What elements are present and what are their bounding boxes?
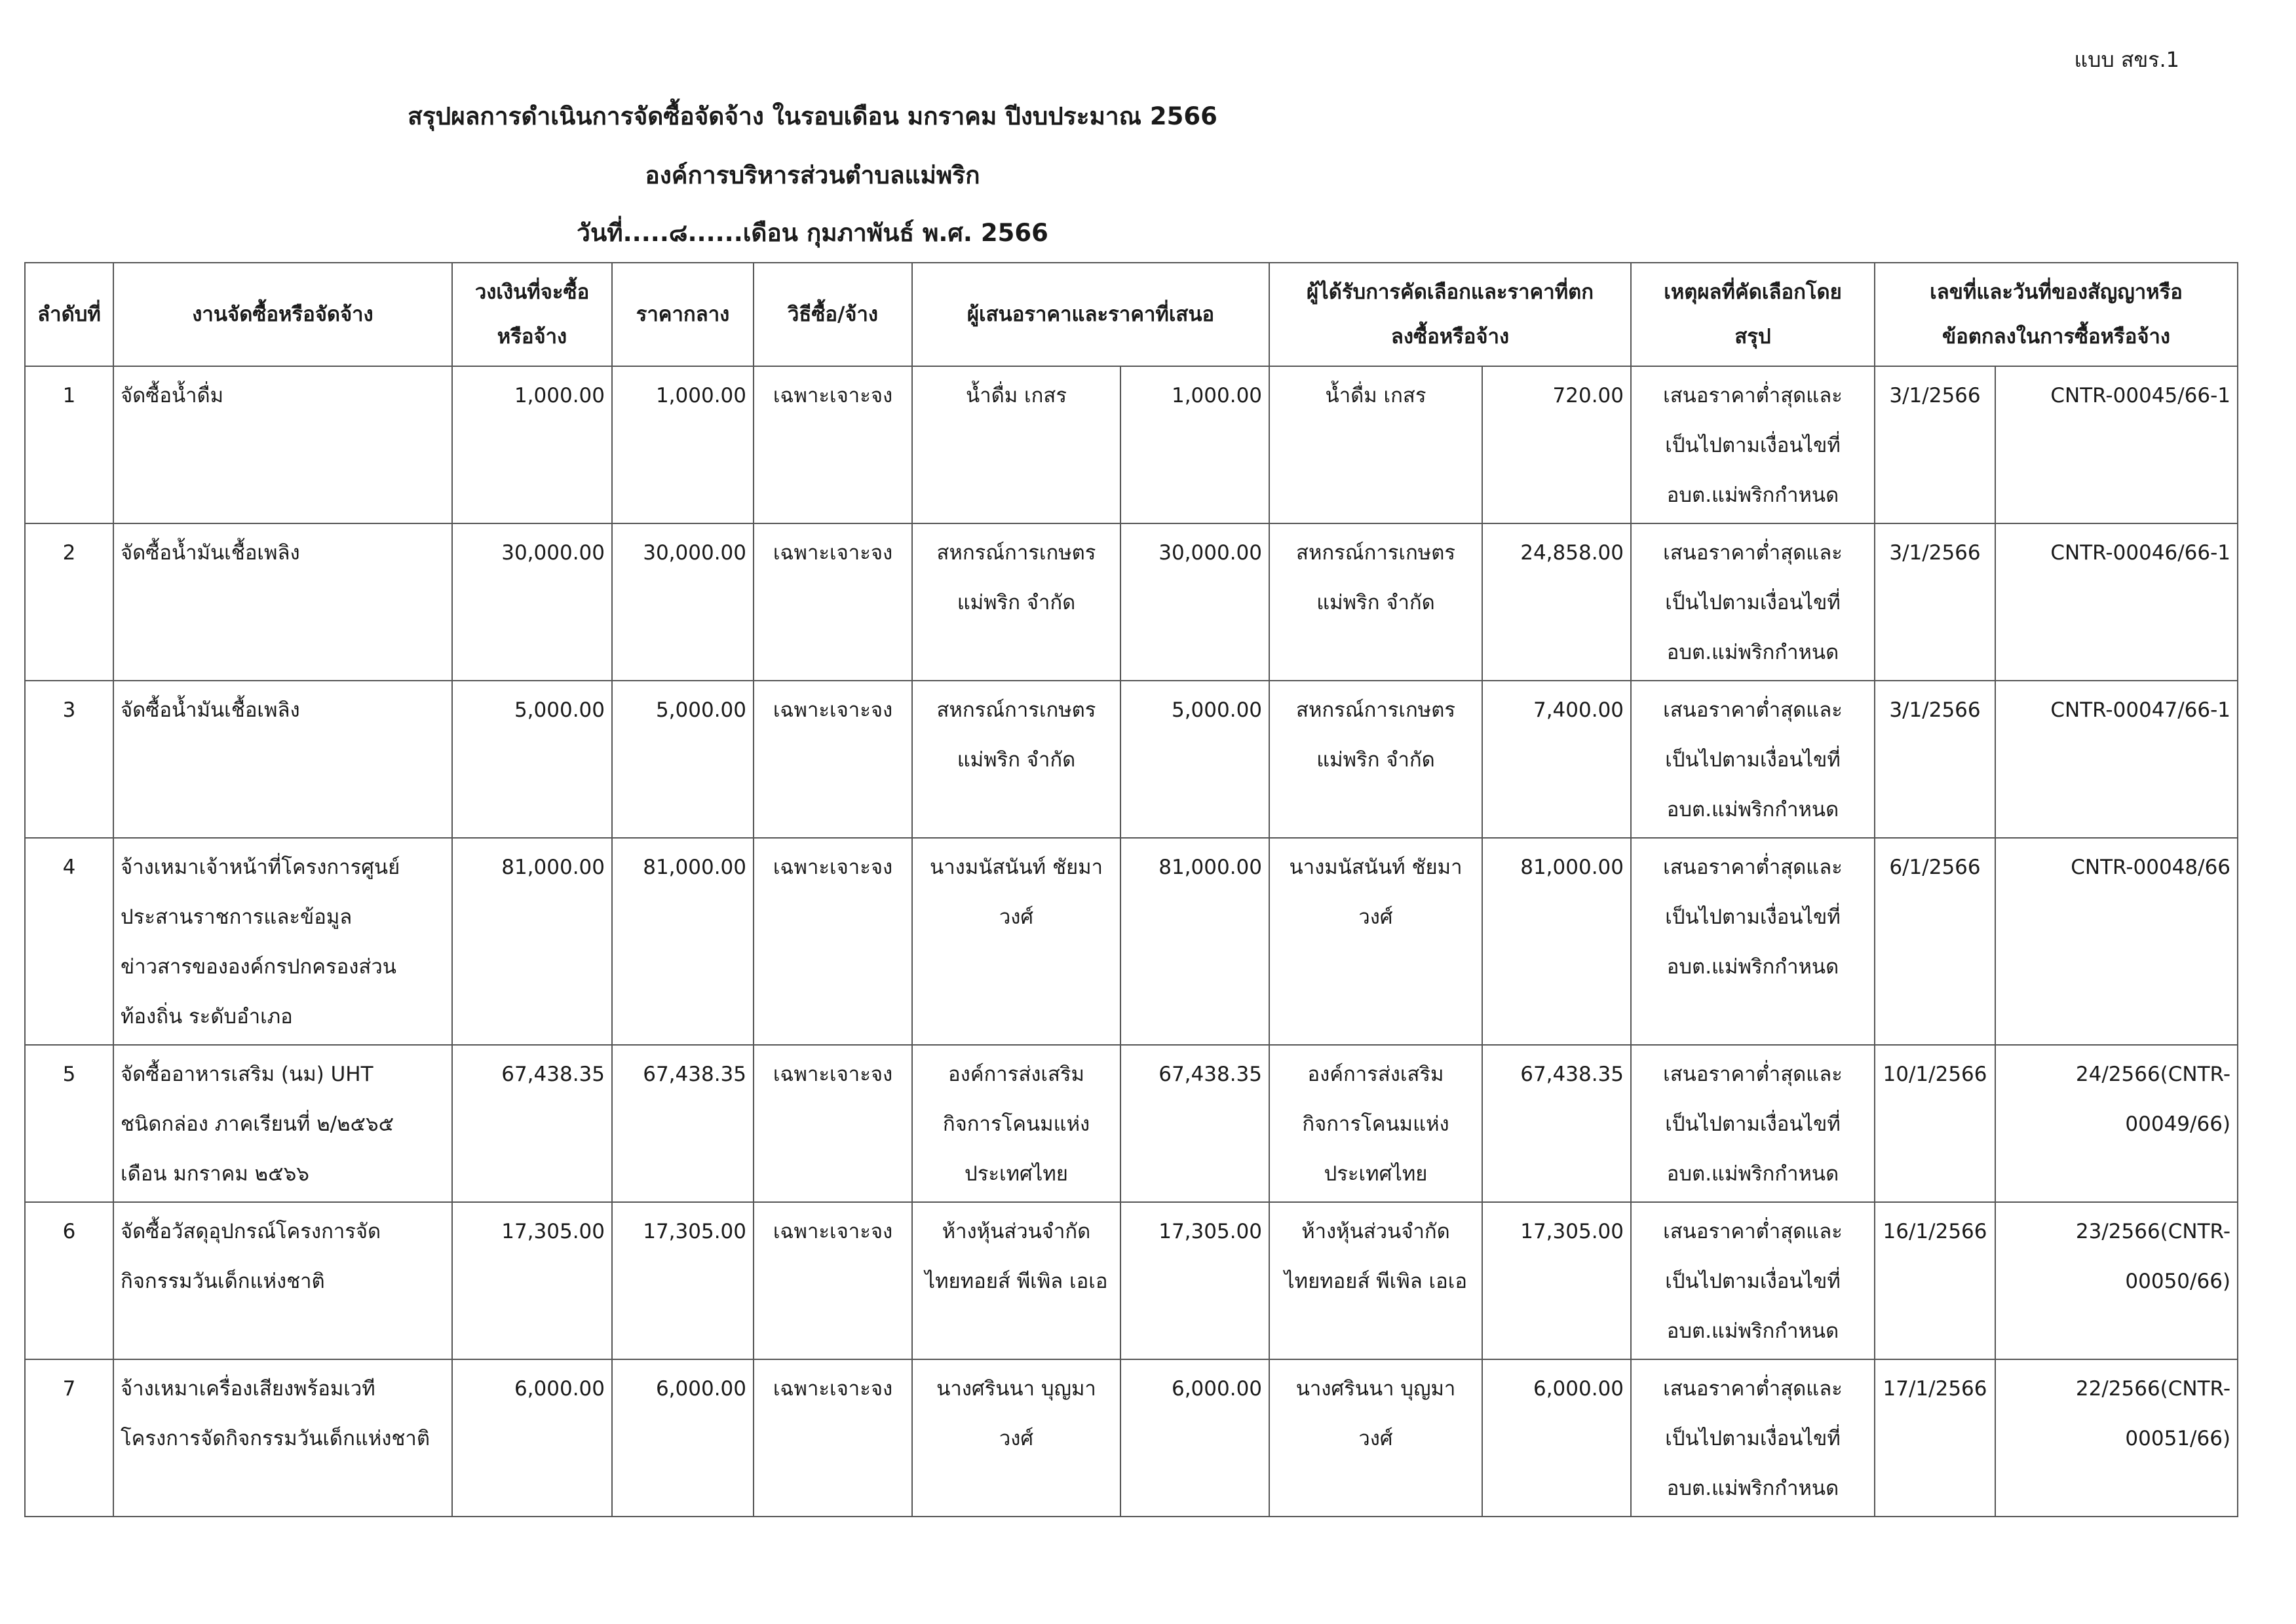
cell-winner-line: น้ำดื่ม เกสร: [1325, 384, 1426, 407]
cell-contract-no-line: 00051/66): [2125, 1427, 2231, 1450]
cell-budget: 30,000.00: [452, 523, 612, 681]
cell-contract-no: [1995, 838, 2238, 1045]
cell-reason-line: อบต.แม่พริกกำหนด: [1666, 955, 1839, 979]
table-row: [25, 681, 2238, 838]
cell-bidder-line: กิจการโคนมแห่ง: [942, 1112, 1090, 1136]
cell-item-line: ประสานราชการและข้อมูล: [121, 905, 353, 929]
cell-reason-line: อบต.แม่พริกกำหนด: [1666, 1162, 1839, 1186]
cell-method: เฉพาะเจาะจง: [754, 523, 912, 681]
cell-contract-no-line: 24/2566(CNTR-: [2075, 1063, 2231, 1086]
cell-bidder: [912, 838, 1120, 1045]
cell-reason-line: เสนอราคาต่ำสุดและ: [1663, 384, 1843, 407]
header-winner-line: ลงซื้อหรือจ้าง: [1390, 325, 1510, 349]
header-winner-line: ผู้ได้รับการคัดเลือกและราคาที่ตก: [1306, 280, 1594, 304]
header-median: ราคากลาง: [612, 263, 754, 366]
cell-bidder: [912, 1202, 1120, 1359]
cell-contract-no: [1995, 1359, 2238, 1517]
cell-reason-line: เป็นไปตามเงื่อนไขที่: [1665, 434, 1841, 457]
cell-item-line: กิจกรรมวันเด็กแห่งชาติ: [121, 1270, 325, 1293]
cell-win-price: 17,305.00: [1482, 1202, 1631, 1359]
cell-bidder-line: วงศ์: [999, 905, 1034, 929]
cell-bidder-line: น้ำดื่ม เกสร: [966, 384, 1067, 407]
cell-item: [113, 838, 452, 1045]
cell-item-line: ข่าวสารขององค์กรปกครองส่วน: [121, 955, 396, 979]
header-contract: [1875, 263, 2238, 366]
cell-win-price: 720.00: [1482, 366, 1631, 523]
cell-win-price: 67,438.35: [1482, 1045, 1631, 1202]
cell-item: [113, 1202, 452, 1359]
cell-reason: [1631, 1045, 1875, 1202]
cell-contract-no-line: CNTR-00048/66: [2071, 856, 2231, 879]
table-row: [25, 1045, 2238, 1202]
cell-bidder: [912, 523, 1120, 681]
table-row: [25, 366, 2238, 523]
cell-item-line: โครงการจัดกิจกรรมวันเด็กแห่งชาติ: [121, 1427, 430, 1450]
cell-no: 4: [25, 838, 113, 1045]
cell-winner-line: วงศ์: [1358, 905, 1393, 929]
cell-contract-no-line: 22/2566(CNTR-: [2075, 1377, 2231, 1401]
cell-winner: [1269, 366, 1482, 523]
cell-reason: [1631, 523, 1875, 681]
cell-item: [113, 1359, 452, 1517]
cell-contract-no: [1995, 681, 2238, 838]
cell-item-line: จ้างเหมาเจ้าหน้าที่โครงการศูนย์: [121, 856, 400, 879]
cell-bid-price: 30,000.00: [1120, 523, 1269, 681]
cell-budget: 5,000.00: [452, 681, 612, 838]
header-budget: [452, 263, 612, 366]
cell-reason-line: เสนอราคาต่ำสุดและ: [1663, 698, 1843, 722]
cell-winner: [1269, 523, 1482, 681]
cell-reason: [1631, 838, 1875, 1045]
cell-item-line: เดือน มกราคม ๒๕๖๖: [121, 1162, 309, 1186]
table-row: [25, 1359, 2238, 1517]
header-no: ลำดับที่: [25, 263, 113, 366]
cell-item-line: จัดซื้ออาหารเสริม (นม) UHT: [121, 1063, 373, 1086]
cell-bidder: [912, 1359, 1120, 1517]
procurement-table: [24, 262, 2238, 1517]
cell-contract-date: 3/1/2566: [1875, 681, 1995, 838]
cell-contract-date: 17/1/2566: [1875, 1359, 1995, 1517]
cell-bidder-line: แม่พริก จำกัด: [957, 591, 1076, 614]
header-budget-line: วงเงินที่จะซื้อ: [474, 280, 590, 304]
cell-median: 67,438.35: [612, 1045, 754, 1202]
cell-budget: 17,305.00: [452, 1202, 612, 1359]
date-line: วันที่.....๘......เดือน กุมภาพันธ์ พ.ศ. 2566: [577, 219, 1048, 247]
cell-winner: [1269, 838, 1482, 1045]
cell-no: 7: [25, 1359, 113, 1517]
cell-contract-no-line: 23/2566(CNTR-: [2075, 1220, 2231, 1243]
cell-contract-no-line: 00049/66): [2125, 1112, 2231, 1136]
header-budget-line: หรือจ้าง: [497, 325, 567, 349]
cell-reason: [1631, 1359, 1875, 1517]
cell-reason: [1631, 681, 1875, 838]
cell-contract-no-line: CNTR-00045/66-1: [2050, 384, 2231, 407]
header-winner: [1269, 263, 1631, 366]
cell-item-line: จัดซื้อน้ำมันเชื้อเพลิง: [121, 541, 300, 565]
organization-name: องค์การบริหารส่วนตำบลแม่พริก: [645, 161, 980, 189]
cell-contract-no: [1995, 523, 2238, 681]
cell-no: 2: [25, 523, 113, 681]
table-row: [25, 523, 2238, 681]
cell-bidder: [912, 366, 1120, 523]
cell-reason-line: เสนอราคาต่ำสุดและ: [1663, 1063, 1843, 1086]
cell-median: 5,000.00: [612, 681, 754, 838]
cell-item-line: จัดซื้อน้ำดื่ม: [121, 384, 224, 407]
cell-winner-line: นางศรินนา บุญมา: [1295, 1377, 1456, 1401]
cell-contract-date: 3/1/2566: [1875, 523, 1995, 681]
header-item: งานจัดซื้อหรือจัดจ้าง: [113, 263, 452, 366]
cell-win-price: 6,000.00: [1482, 1359, 1631, 1517]
cell-winner: [1269, 1202, 1482, 1359]
cell-winner: [1269, 681, 1482, 838]
cell-winner-line: สหกรณ์การเกษตร: [1296, 541, 1455, 565]
cell-item-line: ชนิดกล่อง ภาคเรียนที่ ๒/๒๕๖๕: [121, 1112, 394, 1136]
cell-winner: [1269, 1359, 1482, 1517]
form-code: แบบ สขร.1: [2074, 47, 2179, 72]
header-reason-line: สรุป: [1734, 325, 1771, 349]
cell-reason-line: เป็นไปตามเงื่อนไขที่: [1665, 1112, 1841, 1136]
cell-reason-line: เสนอราคาต่ำสุดและ: [1663, 1220, 1843, 1243]
cell-bidder-line: ประเทศไทย: [965, 1162, 1068, 1186]
cell-winner-line: วงศ์: [1358, 1427, 1393, 1450]
cell-winner-line: สหกรณ์การเกษตร: [1296, 698, 1455, 722]
cell-winner-line: กิจการโคนมแห่ง: [1302, 1112, 1449, 1136]
header-bidders: ผู้เสนอราคาและราคาที่เสนอ: [912, 263, 1269, 366]
cell-winner: [1269, 1045, 1482, 1202]
cell-contract-date: 10/1/2566: [1875, 1045, 1995, 1202]
cell-method: เฉพาะเจาะจง: [754, 1359, 912, 1517]
header-method: วิธีซื้อ/จ้าง: [754, 263, 912, 366]
cell-bidder-line: ไทยทอยส์ พีเพิล เอเอ: [925, 1270, 1108, 1293]
cell-method: เฉพาะเจาะจง: [754, 681, 912, 838]
cell-reason-line: เป็นไปตามเงื่อนไขที่: [1665, 748, 1841, 772]
cell-reason: [1631, 1202, 1875, 1359]
cell-bid-price: 67,438.35: [1120, 1045, 1269, 1202]
cell-reason-line: อบต.แม่พริกกำหนด: [1666, 1477, 1839, 1500]
cell-reason-line: อบต.แม่พริกกำหนด: [1666, 1319, 1839, 1343]
cell-bid-price: 17,305.00: [1120, 1202, 1269, 1359]
cell-budget: 81,000.00: [452, 838, 612, 1045]
cell-reason-line: เสนอราคาต่ำสุดและ: [1663, 1377, 1843, 1401]
cell-reason: [1631, 366, 1875, 523]
cell-reason-line: เสนอราคาต่ำสุดและ: [1663, 856, 1843, 879]
cell-contract-date: 3/1/2566: [1875, 366, 1995, 523]
cell-item-line: ท้องถิ่น ระดับอำเภอ: [121, 1005, 293, 1029]
cell-winner-line: ประเทศไทย: [1324, 1162, 1428, 1186]
cell-median: 1,000.00: [612, 366, 754, 523]
cell-reason-line: เป็นไปตามเงื่อนไขที่: [1665, 1270, 1841, 1293]
cell-winner-line: ห้างหุ้นส่วนจำกัด: [1301, 1220, 1450, 1243]
header-reason: [1631, 263, 1875, 366]
cell-bidder-line: สหกรณ์การเกษตร: [936, 541, 1096, 565]
cell-no: 6: [25, 1202, 113, 1359]
cell-winner-line: แม่พริก จำกัด: [1316, 748, 1435, 772]
cell-item-line: จัดซื้อวัสดุอุปกรณ์โครงการจัด: [121, 1220, 381, 1243]
cell-bid-price: 81,000.00: [1120, 838, 1269, 1045]
cell-bidder: [912, 681, 1120, 838]
cell-bidder-line: วงศ์: [999, 1427, 1034, 1450]
header-contract-line: ข้อตกลงในการซื้อหรือจ้าง: [1942, 325, 2171, 349]
cell-bid-price: 6,000.00: [1120, 1359, 1269, 1517]
header-contract-line: เลขที่และวันที่ของสัญญาหรือ: [1930, 280, 2183, 304]
cell-winner-line: องค์การส่งเสริม: [1307, 1063, 1444, 1086]
cell-contract-no-line: CNTR-00046/66-1: [2050, 541, 2231, 565]
header-row: [25, 263, 2238, 366]
cell-bidder-line: องค์การส่งเสริม: [948, 1063, 1084, 1086]
cell-win-price: 81,000.00: [1482, 838, 1631, 1045]
cell-method: เฉพาะเจาะจง: [754, 1202, 912, 1359]
cell-reason-line: อบต.แม่พริกกำหนด: [1666, 483, 1839, 507]
document-title: สรุปผลการดำเนินการจัดซื้อจัดจ้าง ในรอบเดือน มกราคม ปีงบประมาณ 2566: [408, 102, 1217, 130]
cell-no: 1: [25, 366, 113, 523]
cell-reason-line: เป็นไปตามเงื่อนไขที่: [1665, 905, 1841, 929]
cell-budget: 1,000.00: [452, 366, 612, 523]
cell-win-price: 7,400.00: [1482, 681, 1631, 838]
cell-item: [113, 681, 452, 838]
cell-bidder-line: ห้างหุ้นส่วนจำกัด: [942, 1220, 1091, 1243]
cell-item: [113, 1045, 452, 1202]
cell-reason-line: อบต.แม่พริกกำหนด: [1666, 798, 1839, 821]
cell-method: เฉพาะเจาะจง: [754, 366, 912, 523]
cell-item-line: จ้างเหมาเครื่องเสียงพร้อมเวที: [121, 1377, 375, 1401]
cell-contract-date: 6/1/2566: [1875, 838, 1995, 1045]
cell-median: 30,000.00: [612, 523, 754, 681]
cell-contract-no-line: 00050/66): [2125, 1270, 2231, 1293]
cell-median: 6,000.00: [612, 1359, 754, 1517]
cell-reason-line: เป็นไปตามเงื่อนไขที่: [1665, 1427, 1841, 1450]
cell-bid-price: 5,000.00: [1120, 681, 1269, 838]
cell-bidder: [912, 1045, 1120, 1202]
cell-median: 17,305.00: [612, 1202, 754, 1359]
cell-method: เฉพาะเจาะจง: [754, 1045, 912, 1202]
cell-contract-no: [1995, 1202, 2238, 1359]
cell-item: [113, 523, 452, 681]
cell-bidder-line: นางศรินนา บุญมา: [936, 1377, 1096, 1401]
cell-budget: 67,438.35: [452, 1045, 612, 1202]
cell-contract-no-line: CNTR-00047/66-1: [2050, 698, 2231, 722]
cell-winner-line: นางมนัสนันท์ ชัยมา: [1289, 856, 1463, 879]
cell-median: 81,000.00: [612, 838, 754, 1045]
cell-no: 3: [25, 681, 113, 838]
cell-budget: 6,000.00: [452, 1359, 612, 1517]
header-reason-line: เหตุผลที่คัดเลือกโดย: [1664, 280, 1842, 304]
cell-contract-no: [1995, 1045, 2238, 1202]
cell-no: 5: [25, 1045, 113, 1202]
table-row: [25, 838, 2238, 1045]
cell-bidder-line: นางมนัสนันท์ ชัยมา: [930, 856, 1103, 879]
cell-win-price: 24,858.00: [1482, 523, 1631, 681]
cell-contract-date: 16/1/2566: [1875, 1202, 1995, 1359]
cell-method: เฉพาะเจาะจง: [754, 838, 912, 1045]
table-row: [25, 1202, 2238, 1359]
cell-winner-line: ไทยทอยส์ พีเพิล เอเอ: [1284, 1270, 1467, 1293]
cell-reason-line: เป็นไปตามเงื่อนไขที่: [1665, 591, 1841, 614]
cell-contract-no: [1995, 366, 2238, 523]
cell-item-line: จัดซื้อน้ำมันเชื้อเพลิง: [121, 698, 300, 722]
cell-bidder-line: สหกรณ์การเกษตร: [936, 698, 1096, 722]
cell-bidder-line: แม่พริก จำกัด: [957, 748, 1076, 772]
cell-reason-line: อบต.แม่พริกกำหนด: [1666, 641, 1839, 664]
cell-winner-line: แม่พริก จำกัด: [1316, 591, 1435, 614]
cell-item: [113, 366, 452, 523]
cell-bid-price: 1,000.00: [1120, 366, 1269, 523]
cell-reason-line: เสนอราคาต่ำสุดและ: [1663, 541, 1843, 565]
